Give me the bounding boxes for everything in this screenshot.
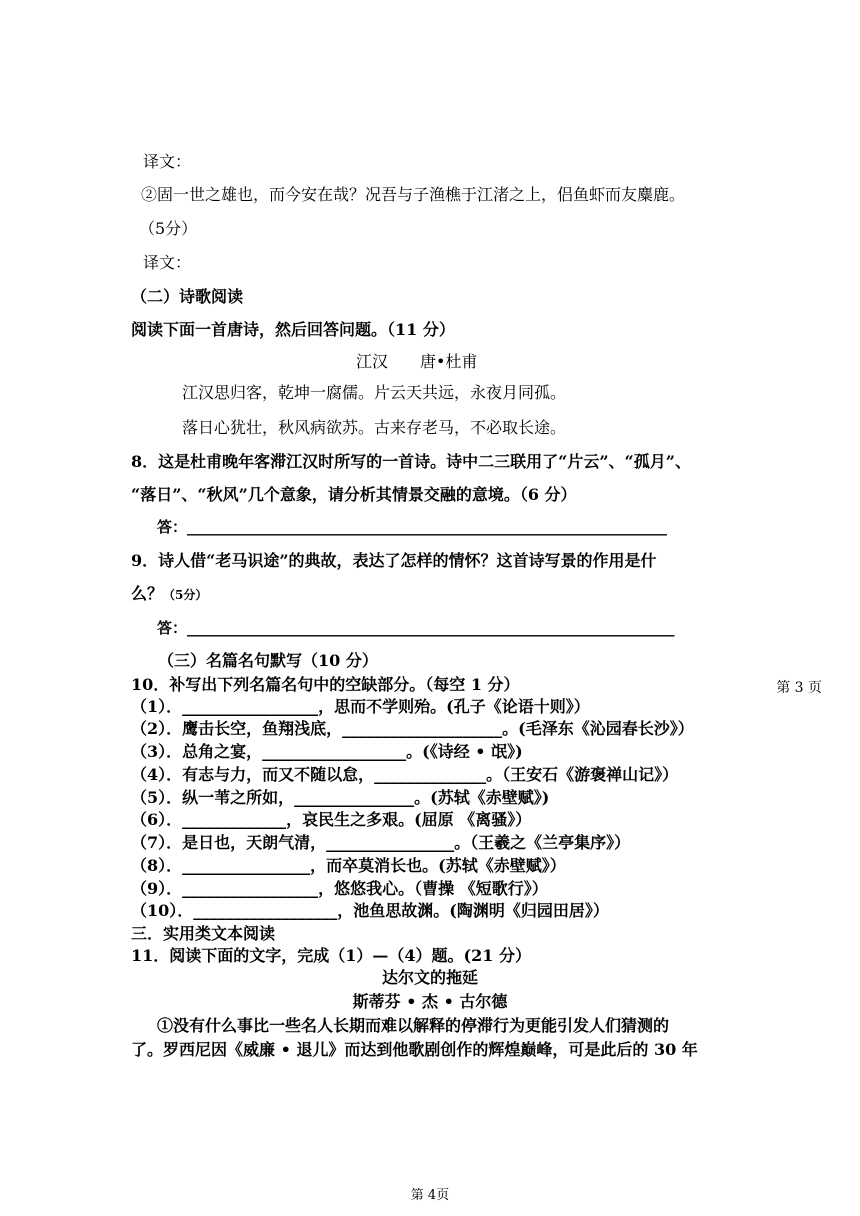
article-title: 达尔文的拖延 — [381, 968, 478, 987]
section-heading-recitation: （三）名篇名句默写（10 分） — [158, 651, 378, 670]
footer-page-number: 第 4页 — [410, 1188, 450, 1203]
fill-item-3: （3）．总角之宴，__________________。(《诗经 • 氓》) — [131, 742, 523, 761]
fill-item-10: （10）．__________________，池鱼思故渊。(陶渊明《归园田居》） — [131, 901, 609, 920]
instruction-text: 阅读下面一首唐诗，然后回答问题。（11 分） — [131, 320, 455, 339]
translation-label-2: 译文： — [143, 253, 192, 272]
fill-item-1: （1）．_________________，思而不学则殆。(孔子《论语十则》） — [131, 697, 590, 716]
question-8-line-1: 8．这是杜甫晚年客滞江汉时所写的一首诗。诗中二三联用了“片云”、“孤月”、 — [131, 452, 691, 471]
fill-item-4: （4）．有志与力，而又不随以怠，______________。（王安石《游褒禅山记》） — [131, 765, 679, 784]
score-note: （5分） — [139, 219, 198, 238]
side-page-number: 第 3 页 — [776, 680, 822, 696]
question-text: ②固一世之雄也，而今安在哉？况吾与子渔樵于江渚之上，侣鱼虾而友麋鹿。 — [141, 185, 686, 204]
question-9-line-1: 9．诗人借“老马识途”的典故，表达了怎样的情怀？这首诗写景的作用是什 — [131, 551, 657, 570]
question-10-instruction: 10．补写出下列名篇名句中的空缺部分。（每空 1 分） — [131, 675, 520, 694]
poem-title: 江汉 唐•杜甫 — [356, 352, 478, 371]
fill-item-8: （8）．________________，而卒莫消长也。(苏轼《赤壁赋》） — [131, 856, 566, 875]
fill-item-2: （2）．鹰击长空，鱼翔浅底，____________________。(毛泽东《沁园春长沙》） — [131, 719, 694, 738]
answer-line-8: 答：________________________________________________________________ — [157, 518, 668, 536]
fill-item-5: （5）．纵一苇之所如，_______________。(苏轼《赤壁赋》) — [131, 788, 550, 807]
section-heading-practical: 三．实用类文本阅读 — [131, 924, 276, 943]
article-paragraph-line-1: ①没有什么事比一些名人长期而难以解释的停滞行为更能引发人们猜测的 — [157, 1016, 670, 1035]
poem-line-2: 落日心犹壮，秋风病欲苏。古来存老马，不必取长途。 — [182, 418, 567, 437]
poem-line-1: 江汉思归客，乾坤一腐儒。片云天共远，永夜月同孤。 — [182, 383, 567, 402]
article-paragraph-line-2: 了。罗西尼因《威廉 • 退儿》而达到他歌剧创作的辉煌巅峰，可是此后的 30 年 — [131, 1040, 698, 1059]
answer-line-9: 答：_________________________________________________________________ — [157, 619, 675, 637]
article-author: 斯蒂芬 • 杰 • 古尔德 — [352, 992, 508, 1011]
question-9-score: （5分） — [163, 588, 208, 602]
question-9-line-2 — [131, 584, 207, 605]
fill-item-7: （7）．是日也，天朗气清，________________。（王羲之《兰亭集序》） — [131, 833, 631, 852]
question-8-line-2: “落日”、“秋风”几个意象，请分析其情景交融的意境。（6 分） — [131, 485, 577, 504]
fill-item-6: （6）．_____________，哀民生之多艰。(屈原 《离骚》） — [131, 810, 532, 829]
fill-item-9: （9）．_________________，悠悠我心。（曹操 《短歌行》） — [131, 879, 548, 898]
question-11-instruction: 11．阅读下面的文字，完成（1）—（4）题。(21 分） — [131, 946, 531, 965]
section-heading-poetry: （二）诗歌阅读 — [131, 287, 244, 306]
question-9-tail: 么？ — [131, 584, 164, 603]
translation-label-1: 译文： — [143, 152, 192, 171]
